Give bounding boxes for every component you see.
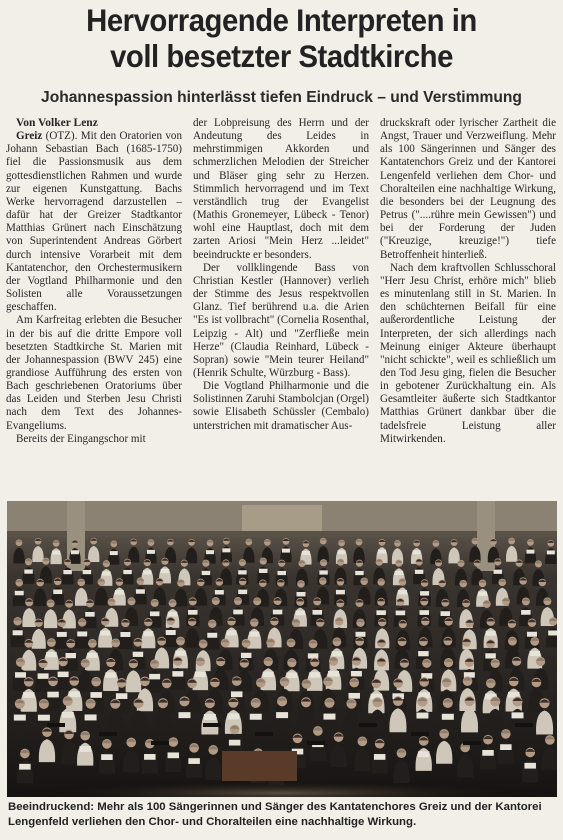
concert-photo <box>7 501 557 797</box>
caption-text: Mehr als 100 Sängerinnen und Sänger des Kantatenchores Greiz und der Kantorei Lengenfeld verliehen den Chor- und Choralteilen eine nachhaltige Wirkung. <box>8 801 542 828</box>
article-subheadline: Johannespassion hinterlässt tiefen Eindruck – und Verstimmung <box>41 89 522 106</box>
caption-lead: Beeindruckend: <box>8 801 95 813</box>
church-ornament <box>242 505 322 531</box>
paragraph: der Lobpreisung des Herrn und der Andeutung des Leides in mehrstimmigen Akkorden und schmerzlichen Melodien der Streicher und Bläser ging sehr zu Herzen. Stimmlich hervorragend und im Text verständlich trug der Evangelist (Mathis Gronemeyer, Lübeck - Tenor) wohl eine Hauptlast, doch mit dem zarten Ariosi "Mein Herz ...leidet" beeindruckte er besonders. <box>193 117 369 261</box>
article-byline: Von Volker Lenz <box>16 117 98 129</box>
paragraph-text: Mit den Oratorien von Johann Sebastian Bach (1685-1750) fiel die Passionsmusik aus dem gottesdienstlichen Rahmen und wurde zur eigenen Kunstgattung. Bachs Werke hervorragend darzustellen – dafür hat der Greizer Stadtkantor Matthias Grünert nach Einschätzung von Superintendent Andreas Görbert durch intensive Vorarbeit mit dem Kantatenchor, den Orchestermusikern der Vogtland Philharmonie und den Solisten alle Voraussetzungen geschaffen. <box>6 130 182 314</box>
paragraph: Der vollklingende Bass von Christian Kestler (Hannover) verlieh der Stimme des Jesus respektvollen Glanz. Tief berührend u.a. die Arien "Es ist vollbracht" (Cornelia Rosenthal, Leipzig - Alt) und "Zerfließe mein Herze" (Claudia Reinhard, Lübeck - Sopran) sowie "Mein teurer Heiland" (Henrik Schulte, Würzburg - Bass). <box>193 261 369 379</box>
paragraph: Nach dem kraftvollen Schlusschoral "Herr Jesu Christ, erhöre mich" blieb es minutenlang still in St. Marien. In den schüchternen Beifall für eine außerordentliche Leistung der Interpreten, der sich allerdings nach Meinung einiger Akteure überhaupt "nicht schickte", weil es schließlich um den Tod Jesu ging, fielen die Besucher in gebotener Zurückhaltung ein. Als Gesamtleiter äußerte sich Stadtkantor Matthias Grünert dankbar über die tadelsfreie Leistung aller Mitwirkenden. <box>380 261 556 445</box>
article-column-3 <box>380 117 556 501</box>
headline-line-1: Hervorragende Interpreten in <box>86 2 477 38</box>
paragraph: druckskraft oder lyrischer Zartheit die Angst, Trauer und Verzweiflung. Mehr als 100 Sängerinnen und Sänger des Kantatenchors Greiz und der Kantorei Lengenfeld verliehen dem Chor- und Choralteilen eine nachhaltige Wirkung, die besonders bei der Leugnung des Petrus ("....rühre mein Gewissen") und bei der Forderung der Juden ("Kreuzige, kreuzige!") tiefe Betroffenheit hinterließ. <box>380 117 556 261</box>
paragraph: Bereits der Eingangschor mit <box>16 432 146 445</box>
article-headline <box>20 2 544 74</box>
paragraph: Die Vogtland Philharmonie und die Solistinnen Zaruhi Stambolcjan (Orgel) sowie Elisabeth Schüssler (Cembalo) unterstrichen mit dramatischer Aus- <box>193 380 369 432</box>
paragraph: Am Karfreitag erlebten die Besucher in der bis auf die dritte Empore voll besetzten Stadtkirche St. Marien mit der Johannespassion (BWV 245) eine grandiose Aufführung des ersten von Bach geschriebenen Oratoriums über das Leiden und Sterben Jesu Christi nach dem Text des Johannes-Evangeliums. <box>6 314 182 432</box>
paragraph <box>6 130 182 314</box>
article-column-2 <box>193 117 369 501</box>
photo-caption <box>8 800 558 829</box>
choir-orchestra-image <box>7 501 557 797</box>
headline-line-2: voll besetzter Stadtkirche <box>110 38 453 74</box>
source-tag: (OTZ). <box>45 130 78 143</box>
dateline: Greiz <box>16 130 43 143</box>
article-column-1 <box>6 117 182 501</box>
